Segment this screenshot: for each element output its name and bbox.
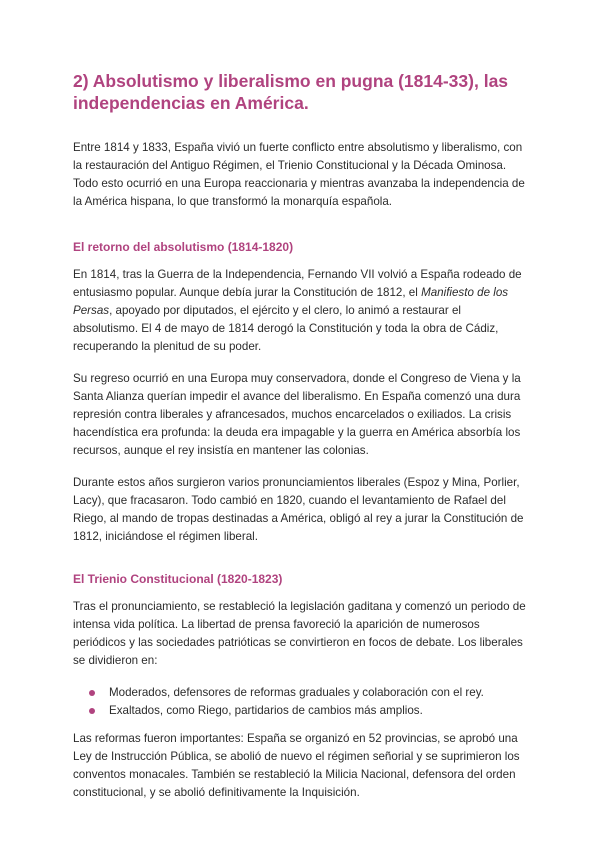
bullet-icon bbox=[89, 690, 95, 696]
list-item-text: Moderados, defensores de reformas graduales y colaboración con el rey. bbox=[109, 686, 484, 699]
absolutism-paragraph-3: Durante estos años surgieron varios pronunciamientos liberales (Espoz y Mina, Porlier, Lacy), que fracasaron. Todo cambió en 1820, cuando el levantamiento de Rafael del Riego, al mando de tropas destinadas a América, obligó al rey a jurar la Constitución de 1812, iniciándose el régimen liberal. bbox=[73, 476, 524, 543]
page-title: 2) Absolutismo y liberalismo en pugna (1814-33), las independencias en América. bbox=[73, 71, 509, 113]
list-item bbox=[89, 684, 527, 702]
absolutism-p1-text-a: En 1814, tras la Guerra de la Independencia, Fernando VII volvió a España rodeado de entusiasmo popular. Aunque debía jurar la Constitución de 1812, el bbox=[73, 268, 522, 299]
bullet-icon bbox=[89, 708, 95, 714]
absolutism-paragraph-1 bbox=[73, 266, 527, 356]
intro-paragraph: Entre 1814 y 1833, España vivió un fuerte conflicto entre absolutismo y liberalismo, con la restauración del Antiguo Régimen, el Trienio Constitucional y la Década Ominosa. Todo esto ocurrió en una Europa reaccionaria y mientras avanzaba la independencia de la América hispana, lo que transformó la monarquía española. bbox=[73, 141, 525, 208]
list-item-text: Exaltados, como Riego, partidarios de cambios más amplios. bbox=[109, 704, 423, 717]
trienio-paragraph-2: Las reformas fueron importantes: España se organizó en 52 provincias, se aprobó una Ley de Instrucción Pública, se abolió de nuevo el régimen señorial y se suprimieron los conventos monacales. También se restableció la Milicia Nacional, defensora del orden constitucional, y se abolió definitivamente la Inquisición. bbox=[73, 732, 520, 799]
section-heading-absolutism: El retorno del absolutismo (1814-1820) bbox=[73, 240, 294, 254]
list-item bbox=[89, 702, 527, 720]
section-heading-trienio: El Trienio Constitucional (1820-1823) bbox=[73, 572, 283, 586]
absolutism-p1-text-b: , apoyado por diputados, el ejército y el clero, lo animó a restaurar el absolutismo. El 4 de mayo de 1814 derogó la Constitución y toda la obra de Cádiz, recuperando la plenitud de su poder. bbox=[73, 304, 499, 353]
manifiesto-title: Manifiesto de los Persas bbox=[73, 286, 509, 317]
liberal-factions-list bbox=[73, 684, 527, 720]
trienio-paragraph-1: Tras el pronunciamiento, se restableció la legislación gaditana y comenzó un periodo de intensa vida política. La libertad de prensa favoreció la aparición de numerosos periódicos y las sociedades patrióticas se convirtieron en focos de debate. Los liberales se dividieron en: bbox=[73, 600, 526, 667]
absolutism-paragraph-2: Su regreso ocurrió en una Europa muy conservadora, donde el Congreso de Viena y la Santa Alianza querían impedir el avance del liberalismo. En España comenzó una dura represión contra liberales y afrancesados, muchos encarcelados o exiliados. La crisis hacendística era profunda: la deuda era impagable y la guerra en América absorbía los recursos, aunque el rey insistía en mantener las colonias. bbox=[73, 372, 521, 457]
